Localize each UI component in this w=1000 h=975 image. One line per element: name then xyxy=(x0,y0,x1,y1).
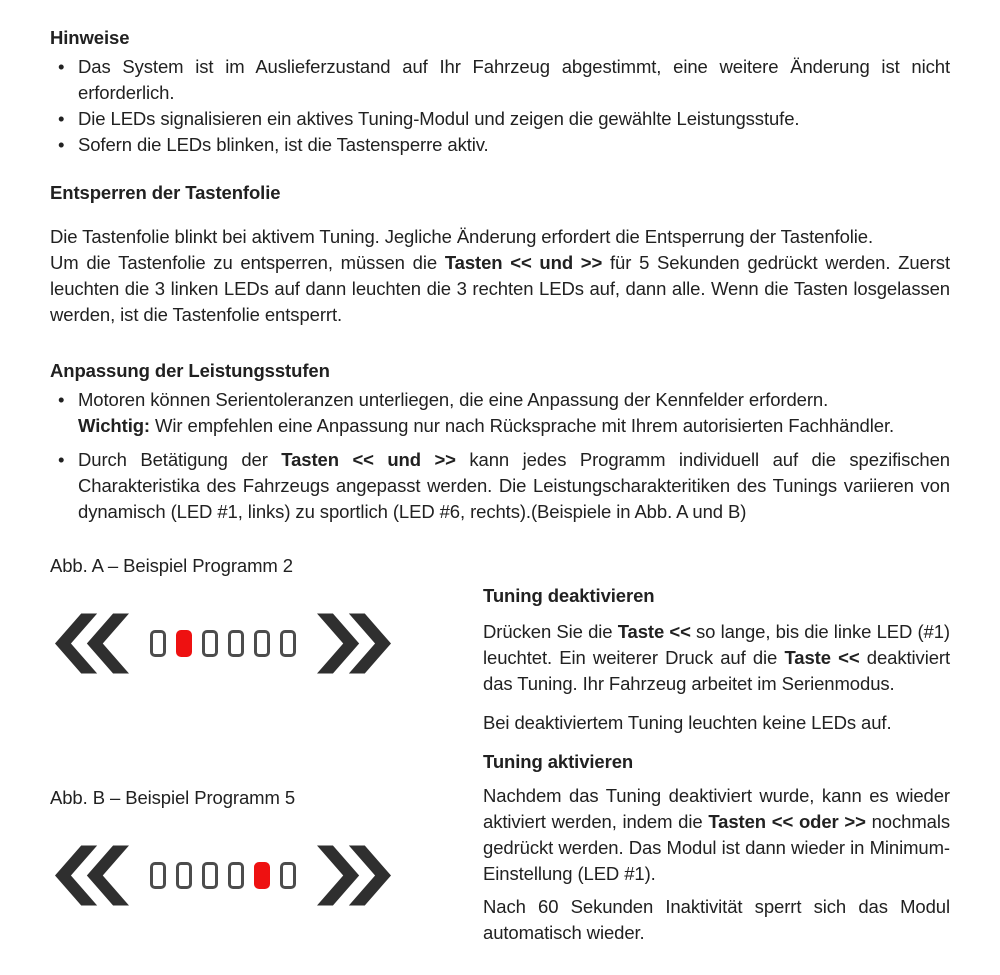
list-item: • Das System ist im Auslieferzustand auf Ihr Fahrzeug abgestimmt, eine weitere Änderung ist nicht erforderlich. xyxy=(50,54,950,106)
section-title-tuning-aktivieren: Tuning aktivieren xyxy=(483,751,634,772)
list-item: • Durch Betätigung der Tasten << und >> kann jedes Programm individuell auf die spezifischen Charakteristika des Fahrzeugs angepasst werden. Die Leistungscharakteritiken des Tunings variieren von dynamisch (LED #1, links) zu sportlich (LED #6, rechts).(Beispiele in Abb. A und B) xyxy=(50,447,950,525)
figure-b-label: Abb. B – Beispiel Programm 5 xyxy=(50,787,296,808)
led-row xyxy=(150,630,296,657)
section-title-hinweise: Hinweise xyxy=(50,27,130,48)
double-chevron-left-icon xyxy=(55,612,129,675)
figure-a-led-panel xyxy=(55,607,483,679)
list-item: • Die LEDs signalisieren ein aktives Tuning-Modul und zeigen die gewählte Leistungsstufe. xyxy=(50,106,950,132)
list-item: • Sofern die LEDs blinken, ist die Tastensperre aktiv. xyxy=(50,132,950,158)
deaktivieren-paragraph: Drücken Sie die Taste << so lange, bis die linke LED (#1) leuchtet. Ein weiterer Druck auf die Taste << deaktiviert das Tuning. Ihr Fahrzeug arbeitet im Serienmodus. xyxy=(483,621,950,694)
led-box-6 xyxy=(280,630,296,657)
deaktivieren-note: Bei deaktiviertem Tuning leuchten keine LEDs auf. xyxy=(483,712,892,733)
led-row xyxy=(150,862,296,889)
led-box-5 xyxy=(254,862,270,889)
anpassung-bullet-list xyxy=(50,387,950,525)
double-chevron-right-icon xyxy=(317,612,391,675)
aktivieren-paragraph: Nachdem das Tuning deaktiviert wurde, kann es wieder aktiviert werden, indem die Tasten << oder >> nochmals gedrückt werden. Das Modul ist dann wieder in Minimum-Einstellung (LED #1). xyxy=(483,785,950,884)
led-box-4 xyxy=(228,630,244,657)
double-chevron-right-icon xyxy=(317,844,391,907)
led-box-4 xyxy=(228,862,244,889)
led-box-2 xyxy=(176,630,192,657)
entsperren-paragraph: Die Tastenfolie blinkt bei aktivem Tuning. Jegliche Änderung erfordert die Entsperrung der Tastenfolie. Um die Tastenfolie zu entsperren, müssen die Tasten << und >> für 5 Sekunden gedrückt werden. Zuerst leuchten die 3 linken LEDs auf dann leuchten die 3 rechten LEDs auf, dann alle. Wenn die Tasten losgelassen werden, ist die Tastenfolie entsperrt. xyxy=(50,226,950,325)
hinweise-bullet-list xyxy=(50,54,950,158)
figures-column xyxy=(50,553,483,946)
figures-region xyxy=(50,553,950,946)
section-title-tuning-deaktivieren: Tuning deaktivieren xyxy=(483,585,655,606)
figure-a-label: Abb. A – Beispiel Programm 2 xyxy=(50,555,293,576)
led-box-1 xyxy=(150,630,166,657)
list-item: • Motoren können Serientoleranzen unterliegen, die eine Anpassung der Kennfelder erfordern. Wichtig: Wir empfehlen eine Anpassung nur nach Rücksprache mit Ihrem autorisierten Fachhändler. xyxy=(50,387,950,439)
led-box-3 xyxy=(202,862,218,889)
section-title-entsperren: Entsperren der Tastenfolie xyxy=(50,182,281,203)
led-box-6 xyxy=(280,862,296,889)
led-box-2 xyxy=(176,862,192,889)
aktivieren-note: Nach 60 Sekunden Inaktivität sperrt sich das Modul automatisch wieder. xyxy=(483,896,950,943)
double-chevron-left-icon xyxy=(55,844,129,907)
led-box-3 xyxy=(202,630,218,657)
section-title-anpassung: Anpassung der Leistungsstufen xyxy=(50,360,330,381)
led-box-1 xyxy=(150,862,166,889)
figure-b-led-panel xyxy=(55,839,483,911)
instructions-column xyxy=(483,553,950,946)
led-box-5 xyxy=(254,630,270,657)
